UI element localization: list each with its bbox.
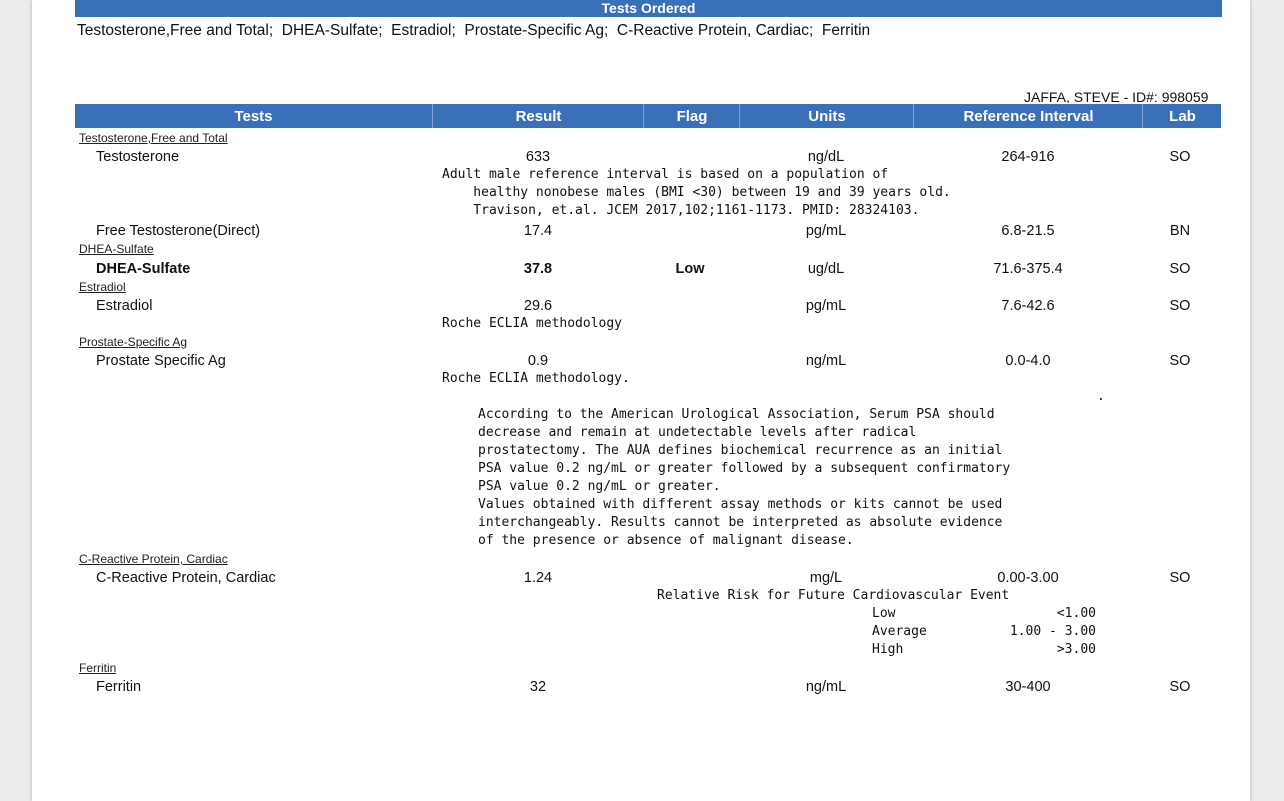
lab-ferritin: SO [1169, 679, 1191, 695]
ref-ferritin: 30-400 [1005, 679, 1051, 695]
header-flag: Flag [643, 104, 740, 128]
result-estradiol: 29.6 [523, 298, 553, 314]
tests-ordered-banner: Tests Ordered [75, 0, 1222, 17]
crp-risk-value: <1.00 [1056, 606, 1096, 621]
crp-risk-label: Low [872, 606, 896, 621]
ref-testosterone: 264-916 [1001, 149, 1055, 165]
lab-dhea: SO [1169, 261, 1191, 277]
units-dhea: ug/dL [807, 261, 845, 277]
result-testosterone: 633 [525, 149, 551, 165]
header-result: Result [432, 104, 644, 128]
note-estradiol: Roche ECLIA methodology [442, 316, 623, 331]
note-psa-line: PSA value 0.2 ng/mL or greater. [478, 479, 721, 494]
crp-risk-value: 1.00 - 3.00 [1009, 624, 1096, 639]
header-reference-interval: Reference Interval [913, 104, 1143, 128]
ref-dhea: 71.6-375.4 [993, 261, 1063, 277]
flag-dhea: Low [675, 261, 705, 277]
units-ferritin: ng/mL [805, 679, 847, 695]
result-free-testosterone: 17.4 [523, 223, 553, 239]
results-table-header [75, 104, 1221, 128]
units-psa: ng/mL [805, 353, 847, 369]
test-name-testosterone: Testosterone [96, 149, 180, 165]
lab-estradiol: SO [1169, 298, 1191, 314]
test-name-dhea: DHEA-Sulfate [96, 261, 191, 277]
group-label-testosterone: Testosterone,Free and Total [79, 131, 228, 145]
header-tests: Tests [234, 108, 273, 125]
lab-psa: SO [1169, 353, 1191, 369]
test-name-crp: C-Reactive Protein, Cardiac [96, 570, 276, 586]
lab-crp: SO [1169, 570, 1191, 586]
note-psa-line: decrease and remain at undetectable levels after radical [478, 425, 917, 440]
group-label-psa: Prostate-Specific Ag [79, 335, 188, 349]
lab-testosterone: SO [1169, 149, 1191, 165]
crp-risk-label: High [872, 642, 904, 657]
header-units: Units [739, 104, 914, 128]
units-crp: mg/L [809, 570, 843, 586]
ref-free-testosterone: 6.8-21.5 [1001, 223, 1055, 239]
units-estradiol: pg/mL [805, 298, 847, 314]
result-psa: 0.9 [527, 353, 549, 369]
note-psa-method: Roche ECLIA methodology. [442, 371, 630, 386]
test-name-estradiol: Estradiol [96, 298, 153, 314]
note-crp-title: Relative Risk for Future Cardiovascular Event [657, 588, 1010, 603]
test-name-ferritin: Ferritin [96, 679, 142, 695]
note-psa-line: PSA value 0.2 ng/mL or greater followed by a subsequent confirmatory [478, 461, 1011, 476]
note-psa-line: prostatectomy. The AUA defines biochemical recurrence as an initial [478, 443, 1003, 458]
ref-estradiol: 7.6-42.6 [1001, 298, 1055, 314]
group-label-crp: C-Reactive Protein, Cardiac [79, 552, 228, 566]
crp-risk-value: >3.00 [1056, 642, 1096, 657]
group-label-estradiol: Estradiol [79, 280, 126, 294]
group-label-ferritin: Ferritin [79, 661, 117, 675]
note-psa-line: interchangeably. Results cannot be interpreted as absolute evidence [478, 515, 1003, 530]
lab-free-testosterone: BN [1169, 223, 1191, 239]
tests-ordered-list: Testosterone,Free and Total; DHEA-Sulfate; Estradiol; Prostate-Specific Ag; C-Reactive Protein, Cardiac; Ferritin [77, 22, 871, 39]
group-label-dhea: DHEA-Sulfate [79, 242, 154, 256]
note-psa-dot: . [1097, 389, 1105, 404]
test-name-psa: Prostate Specific Ag [96, 353, 226, 369]
note-psa-line: of the presence or absence of malignant disease. [478, 533, 854, 548]
test-name-free-testosterone: Free Testosterone(Direct) [96, 223, 261, 239]
note-testosterone-line: healthy nonobese males (BMI <30) between 19 and 39 years old. [442, 185, 951, 200]
units-testosterone: ng/dL [807, 149, 845, 165]
note-testosterone-line: Travison, et.al. JCEM 2017,102;1161-1173. PMID: 28324103. [442, 203, 920, 218]
note-testosterone-line: Adult male reference interval is based on a population of [442, 167, 889, 182]
patient-id: JAFFA, STEVE - ID#: 998059 [1024, 89, 1209, 103]
header-lab: Lab [1142, 104, 1222, 128]
note-psa-line: Values obtained with different assay methods or kits cannot be used [478, 497, 1003, 512]
units-free-testosterone: pg/mL [805, 223, 847, 239]
ref-psa: 0.0-4.0 [1005, 353, 1051, 369]
note-psa-line: According to the American Urological Association, Serum PSA should [478, 407, 995, 422]
ref-crp: 0.00-3.00 [997, 570, 1059, 586]
result-ferritin: 32 [529, 679, 547, 695]
result-dhea: 37.8 [523, 261, 553, 277]
crp-risk-label: Average [872, 624, 927, 639]
result-crp: 1.24 [523, 570, 553, 586]
